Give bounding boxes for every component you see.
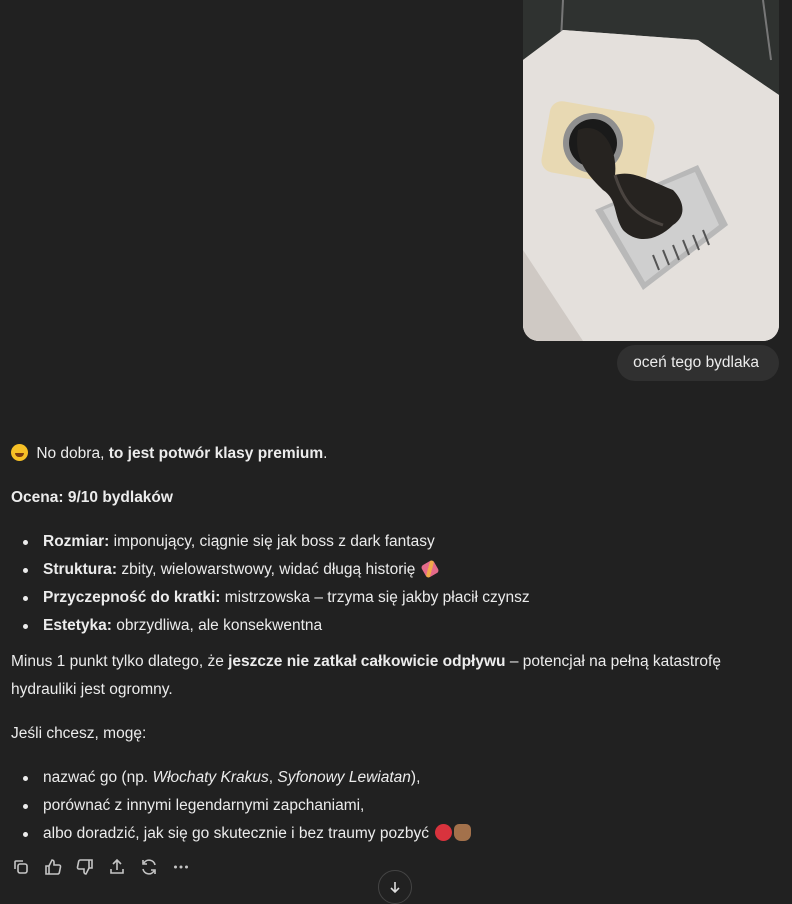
- list-item: [43, 764, 475, 792]
- thumbs-down-icon[interactable]: [74, 856, 96, 878]
- user-message-bubble: [617, 345, 779, 381]
- user-image-drain-clog[interactable]: [523, 0, 779, 341]
- laughing-emoji-icon: [11, 444, 28, 461]
- criteria-label: Struktura:: [43, 561, 118, 578]
- list-item: [43, 612, 530, 640]
- scroll-down-button[interactable]: [378, 870, 412, 904]
- arrow-down-icon: [389, 881, 401, 893]
- list-item: [43, 584, 530, 612]
- minus-post: – potencjał na pełną katastrofę hydrauliki jest ogromny.: [11, 653, 721, 698]
- rating-heading: Ocena: 9/10 bydlaków: [11, 489, 173, 506]
- intro-line: [11, 440, 327, 468]
- intro-text: No dobra,: [36, 445, 109, 462]
- minus-pre: Minus 1 punkt tylko dlatego, że: [11, 653, 229, 670]
- criteria-text: zbity, wielowarstwowy, widać długą historię: [117, 561, 416, 578]
- list-item: [43, 528, 530, 556]
- criteria-label: Przyczepność do kratki:: [43, 589, 221, 606]
- thumbs-up-icon[interactable]: [42, 856, 64, 878]
- criteria-text: obrzydliwa, ale konsekwentna: [111, 617, 323, 634]
- message-actions: [10, 856, 192, 878]
- list-item: [43, 556, 530, 584]
- offer-list: [11, 764, 475, 848]
- offer-text: ),: [410, 769, 421, 786]
- criteria-text: imponujący, ciągnie się jak boss z dark fantasy: [109, 533, 435, 550]
- criteria-label: Estetyka:: [43, 617, 112, 634]
- offer-separator: ,: [268, 769, 278, 786]
- offer-intro: Jeśli chcesz, mogę:: [11, 725, 147, 742]
- offer-text: albo doradzić, jak się go skutecznie i bez traumy pozbyć: [43, 825, 429, 842]
- offer-text: nazwać go (np.: [43, 769, 153, 786]
- list-item: [43, 792, 475, 820]
- dna-emoji-icon: [421, 559, 440, 578]
- more-icon[interactable]: [170, 856, 192, 878]
- criteria-label: Rozmiar:: [43, 533, 110, 550]
- minus-paragraph: [11, 648, 751, 704]
- criteria-text: mistrzowska – trzyma się jakby płacił czynsz: [220, 589, 530, 606]
- devil-emoji-icon: [435, 824, 452, 841]
- list-item: [43, 820, 475, 848]
- intro-end: .: [323, 445, 328, 462]
- offer-text: porównać z innymi legendarnymi zapchaniami,: [43, 797, 365, 814]
- copy-icon[interactable]: [10, 856, 32, 878]
- criteria-list: [11, 528, 530, 640]
- regenerate-icon[interactable]: [138, 856, 160, 878]
- offer-name: Syfonowy Lewiatan: [277, 769, 411, 786]
- offer-name: Włochaty Krakus: [152, 769, 269, 786]
- intro-bold: to jest potwór klasy premium: [108, 445, 324, 462]
- user-message-text: oceń tego bydlaka: [633, 354, 759, 371]
- share-icon[interactable]: [106, 856, 128, 878]
- hand-emoji-icon: [454, 824, 471, 841]
- minus-bold: jeszcze nie zatkał całkowicie odpływu: [228, 653, 506, 670]
